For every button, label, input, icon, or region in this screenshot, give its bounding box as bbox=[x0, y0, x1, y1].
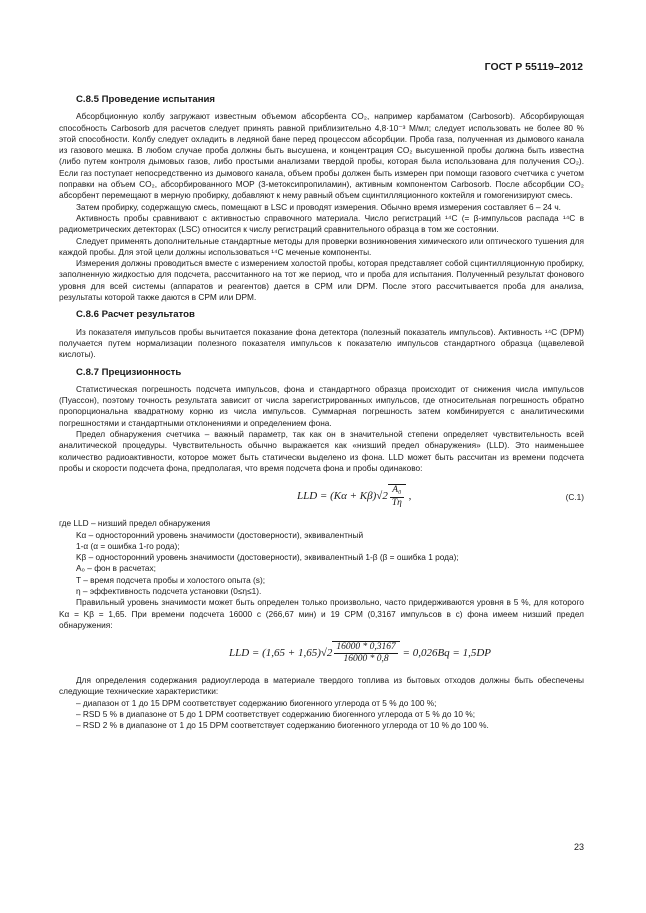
sqrt-sign bbox=[332, 641, 399, 666]
paragraph: Статистическая погрешность подсчета импульсов, фона и стандартного образца происходит от снижения числа импульсов (Пуассон), поэтому точность результата зависит от числа зарегистрированных импульсов, где относительная погрешность обратно пропорциональна квадратному корню из числа импульсов. Суммарная погрешность затем комбинируется с аналитическими погрешностями и стандартными отклонениями и определением фона. bbox=[59, 383, 584, 428]
formula-fraction bbox=[390, 485, 404, 509]
paragraph: Абсорбционную колбу загружают известным объемом абсорбента CO₂, например карбаматом (Carbosorb). Абсорбирующая способность Carbosorb для расчетов следует принять равной приблизительно 4,8·10⁻³ М/мл; следует использовать не более 80 % этой способности. Колбу следует охладить в ледяной бане перед процессом абсорбции. Проба газа, полученная из дымового канала из газового мешка. В любом случае проба должны быть высушена, и концентрация CO₂ высушенной пробы должна быть известна (либо путем контроля дымовых газов, либо простыми анализами твердой пробы, которая была использована для получения CO₂). Если газ поступает непосредственно из дымового канала, объем пробы должен быть измерен при помощи газового счетчика с учетом поправки на объем CO₂, абсорбированного МОР (3-метоксипропиламин), активным компонентом Carbosorb. После абсорбции CO₂ абсорбент перемещают в мерную пробирку, добавляют к нему равный объем сцинтилляционного коктейля и гомогенизируют смесь. bbox=[59, 111, 584, 201]
definition-item: A₀ – фон в расчетах; bbox=[76, 563, 156, 574]
paragraph: Правильный уровень значимости может быть определен только произвольно, часто придерживаются уровня в 5 %, для которого Kα = Kβ = 1,65. При времени подсчета 16000 с (266,67 мин) и 19 CPM (0,3167 импульсов в с) фона имеем низший предел обнаружения: bbox=[59, 597, 584, 630]
paragraph: Затем пробирку, содержащую смесь, помещают в LSC и проводят измерения. Обычно время измерения составляет 6 – 24 ч. bbox=[76, 201, 561, 212]
formula-expression: LLD = (Kα + Kβ)√2 $\frac{\text{A₀}}{T\eta}$ , bbox=[297, 485, 412, 508]
paragraph: Из показателя импульсов пробы вычитается показание фона детектора (полезный показатель импульсов). Активность ¹⁴C (DPM) получается путем нормализации полезного показателя импульсов к показателю импульсов стандартного образца (щавелевой кислоты). bbox=[59, 326, 584, 360]
where-clause: где LLD – низший предел обнаружения bbox=[59, 518, 211, 529]
list-item: – RSD 5 % в диапазоне от 5 до 1 DPM соответствует содержанию биогенного углерода от 5 % до 10 %; bbox=[76, 709, 476, 720]
section-heading-c87: С.8.7 Прецизионность bbox=[76, 366, 182, 378]
definition-item: T – время подсчета пробы и холостого опыта (s); bbox=[76, 574, 266, 585]
definition-item: Kα – односторонний уровень значимости (достоверности), эквивалентный bbox=[76, 529, 364, 540]
fraction-denominator: 16000 * 0,8 bbox=[343, 654, 389, 665]
list-item: – диапазон от 1 до 15 DPM соответствует содержанию биогенного углерода от 5 % до 100 %; bbox=[76, 697, 437, 708]
requirements-list bbox=[59, 698, 584, 732]
paragraph: Активность пробы сравнивают с активностью справочного материала. Число регистраций ¹⁴C (= β-импульсов распада ¹⁴C в радиометрических детекторах (LSC) относится к числу регистраций сравнительного образца в том же состоянии. bbox=[59, 212, 584, 235]
formula-lld-calculation bbox=[59, 635, 584, 671]
definition-item: η – эффективность подсчета установки (0≤η≤1). bbox=[76, 585, 262, 596]
page-content bbox=[59, 88, 584, 732]
page-number: 23 bbox=[573, 842, 584, 852]
list-item: – RSD 2 % в диапазоне от 1 до 15 DPM соответствует содержанию биогенного углерода от 10 % до 100 %. bbox=[76, 720, 489, 731]
definitions-list bbox=[59, 530, 584, 598]
formula-fraction bbox=[334, 642, 397, 666]
paragraph: Измерения должны проводиться вместе с измерением холостой пробы, которая представляет собой сцинтилляционную пробирку, заполненную жидкостью для подсчета, рассчитанного на тот же период, что и проба для испытания. Полученный результат фонового уровня для всей системы (аппаратов и реагентов) дается в CPM или DPM. После этого рассчитывается проба для анализа, результаты которой также даются в CPM или DPM. bbox=[59, 258, 584, 303]
fraction-denominator: Tη bbox=[391, 497, 402, 508]
fraction-numerator: A₀ bbox=[390, 485, 404, 497]
formula-right: = 0,026Bq = 1,5DP bbox=[402, 647, 491, 659]
formula-c1 bbox=[59, 478, 584, 514]
section-heading-c85: С.8.5 Проведение испытания bbox=[76, 94, 215, 105]
section-heading-c86: С.8.6 Расчет результатов bbox=[76, 309, 195, 321]
sqrt-sign bbox=[388, 484, 406, 509]
definition-item: Kβ – односторонний уровень значимости (достоверности), эквивалентный 1-β (β = ошибка 1 рода); bbox=[76, 552, 459, 563]
formula-number: (С.1) bbox=[565, 492, 584, 503]
formula-left: LLD = (1,65 + 1,65)√2 bbox=[229, 647, 333, 659]
formula-expression bbox=[229, 641, 491, 666]
fraction-numerator: 16000 * 0,3167 bbox=[334, 642, 397, 654]
formula-left: LLD = (Kα + Kβ)√2 bbox=[297, 490, 388, 503]
paragraph: Предел обнаружения счетчика – важный параметр, так как он в значительной степени определяет чувствительность всей аналитической процедуры. Чувствительность обычно выражается как «низший предел обнаружения» (LLD). Это наименьшее количество радиоактивности, которое может быть статически выделено из фона. LLD может быть рассчитан из времени подсчета пробы и скорости подсчета фона, предполагая, что время подсчета фона и пробы одинаково: bbox=[59, 429, 584, 473]
paragraph: Следует применять дополнительные стандартные методы для проверки возникновения химического или оптического тушения для каждой пробы. Для этой цели должны использоваться ¹⁴C меченые компоненты. bbox=[59, 235, 584, 257]
definition-item: 1-α (α = ошибка 1-го рода); bbox=[76, 540, 180, 551]
standard-number: ГОСТ Р 55119–2012 bbox=[484, 61, 583, 73]
paragraph: Для определения содержания радиоуглерода в материале твердого топлива из бытовых отходов должны быть обеспечены следующие технические характеристики: bbox=[59, 675, 584, 697]
